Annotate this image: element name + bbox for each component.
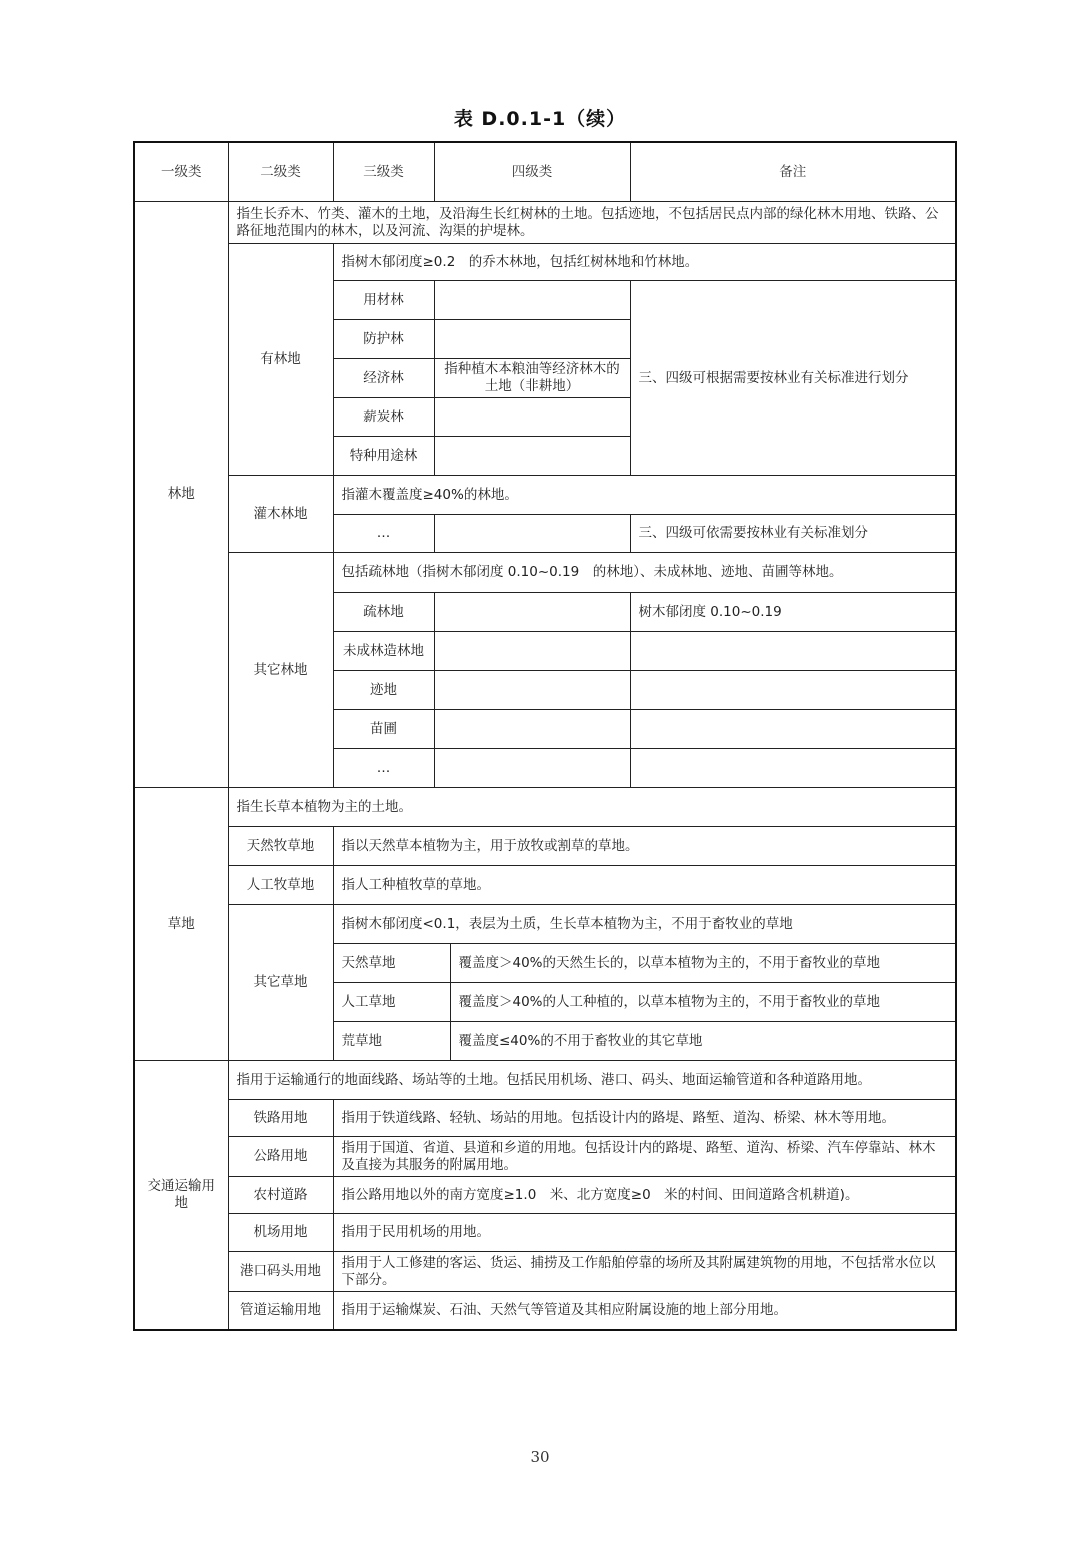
table-row <box>134 1137 956 1177</box>
guanmu-description: 指灌木覆盖度≥40%的林地。 <box>333 476 956 515</box>
level3-item: 荒草地 <box>333 1022 450 1061</box>
level2-description: 指用于运输煤炭、石油、天然气等管道及其相应附属设施的地上部分用地。 <box>333 1292 956 1330</box>
level2-description: 指公路用地以外的南方宽度≥1.0 米、北方宽度≥0 米的村间、田间道路含机耕道)。 <box>333 1177 956 1214</box>
level2-item: 管道运输用地 <box>228 1292 333 1330</box>
table-row <box>134 1177 956 1214</box>
table-row <box>134 1061 956 1100</box>
level1-grass: 草地 <box>134 788 228 1061</box>
level3-item: 防护林 <box>333 320 434 359</box>
empty-cell <box>434 749 630 788</box>
forest-description: 指生长乔木、竹类、灌木的土地，及沿海生长红树林的土地。包括迹地，不包括居民点内部的绿化林木用地、铁路、公路征地范围内的林木，以及河流、沟渠的护堤林。 <box>228 202 956 244</box>
empty-cell <box>434 437 630 476</box>
empty-cell <box>434 671 630 710</box>
grass-description: 指生长草本植物为主的土地。 <box>228 788 956 827</box>
guanmu-remark: 三、四级可依需要按林业有关标准划分 <box>630 515 956 553</box>
table-row <box>134 827 956 866</box>
header-remark: 备注 <box>630 142 956 202</box>
table-row <box>134 1292 956 1330</box>
qita-forest-description: 包括疏林地（指树木郁闭度 0.10~0.19 的林地）、未成林地、迹地、苗圃等林地。 <box>333 553 956 593</box>
level3-item: 苗圃 <box>333 710 434 749</box>
table-header-row <box>134 142 956 202</box>
empty-cell <box>434 281 630 320</box>
level2-tianran: 天然牧草地 <box>228 827 333 866</box>
table-row <box>134 866 956 905</box>
level3-description: 覆盖度＞40%的天然生长的，以草本植物为主的，不用于畜牧业的草地 <box>450 944 956 983</box>
level3-item: 迹地 <box>333 671 434 710</box>
empty-cell <box>630 749 956 788</box>
jingji-note: 指种植木本粮油等经济林木的土地（非耕地） <box>434 359 630 398</box>
level3-item: … <box>333 515 434 553</box>
table-row <box>134 244 956 281</box>
header-level3: 三级类 <box>333 142 434 202</box>
level3-item: 薪炭林 <box>333 398 434 437</box>
empty-cell <box>434 632 630 671</box>
empty-cell <box>434 398 630 437</box>
empty-cell <box>630 710 956 749</box>
table-row <box>134 553 956 593</box>
table-row <box>134 202 956 244</box>
level2-item: 公路用地 <box>228 1137 333 1177</box>
table-row <box>134 1100 956 1137</box>
header-level2: 二级类 <box>228 142 333 202</box>
empty-cell <box>434 710 630 749</box>
qita-grass-description: 指树木郁闭度<0.1，表层为土质，生长草本植物为主，不用于畜牧业的草地 <box>333 905 956 944</box>
table-title: 表 D.0.1-1（续） <box>453 108 627 130</box>
table-row <box>134 788 956 827</box>
level1-forest: 林地 <box>134 202 228 788</box>
level2-item: 机场用地 <box>228 1214 333 1252</box>
level2-guanmu: 灌木林地 <box>228 476 333 553</box>
tianran-description: 指以天然草本植物为主，用于放牧或割草的草地。 <box>333 827 956 866</box>
table-row <box>134 905 956 944</box>
level3-item: 疏林地 <box>333 593 434 632</box>
level2-description: 指用于铁道线路、轻轨、场站的用地。包括设计内的路堤、路堑、道沟、桥梁、林木等用地。 <box>333 1100 956 1137</box>
level2-youlin: 有林地 <box>228 244 333 476</box>
level2-item: 铁路用地 <box>228 1100 333 1137</box>
level2-description: 指用于人工修建的客运、货运、捕捞及工作船舶停靠的场所及其附属建筑物的用地，不包括常水位以下部分。 <box>333 1252 956 1292</box>
level2-rengong: 人工牧草地 <box>228 866 333 905</box>
youlin-description: 指树木郁闭度≥0.2 的乔木林地，包括红树林地和竹林地。 <box>333 244 956 281</box>
shulin-remark: 树木郁闭度 0.10~0.19 <box>630 593 956 632</box>
level3-item: 经济林 <box>333 359 434 398</box>
header-level1: 一级类 <box>134 142 228 202</box>
level2-description: 指用于民用机场的用地。 <box>333 1214 956 1252</box>
empty-cell <box>434 593 630 632</box>
rengong-description: 指人工种植牧草的草地。 <box>333 866 956 905</box>
level2-item: 港口码头用地 <box>228 1252 333 1292</box>
header-level4: 四级类 <box>434 142 630 202</box>
land-classification-table <box>133 141 957 1331</box>
youlin-remark: 三、四级可根据需要按林业有关标准进行划分 <box>630 281 956 476</box>
empty-cell <box>434 320 630 359</box>
empty-cell <box>630 632 956 671</box>
level3-item: 特种用途林 <box>333 437 434 476</box>
level2-description: 指用于国道、省道、县道和乡道的用地。包括设计内的路堤、路堑、道沟、桥梁、汽车停靠站、林木及直接为其服务的附属用地。 <box>333 1137 956 1177</box>
table-row <box>134 1214 956 1252</box>
level3-item: 人工草地 <box>333 983 450 1022</box>
level3-description: 覆盖度＞40%的人工种植的，以草本植物为主的，不用于畜牧业的草地 <box>450 983 956 1022</box>
table-row <box>134 1252 956 1292</box>
table-row <box>134 476 956 515</box>
level3-item: 未成林造林地 <box>333 632 434 671</box>
transport-description: 指用于运输通行的地面线路、场站等的土地。包括民用机场、港口、码头、地面运输管道和各种道路用地。 <box>228 1061 956 1100</box>
level3-description: 覆盖度≤40%的不用于畜牧业的其它草地 <box>450 1022 956 1061</box>
level3-item: … <box>333 749 434 788</box>
level3-item: 天然草地 <box>333 944 450 983</box>
page-number: 30 <box>530 1448 550 1466</box>
empty-cell <box>434 515 630 553</box>
level2-qita-forest: 其它林地 <box>228 553 333 788</box>
level2-item: 农村道路 <box>228 1177 333 1214</box>
empty-cell <box>630 671 956 710</box>
level2-qita-grass: 其它草地 <box>228 905 333 1061</box>
level1-transport: 交通运输用地 <box>134 1061 228 1330</box>
level3-item: 用材林 <box>333 281 434 320</box>
